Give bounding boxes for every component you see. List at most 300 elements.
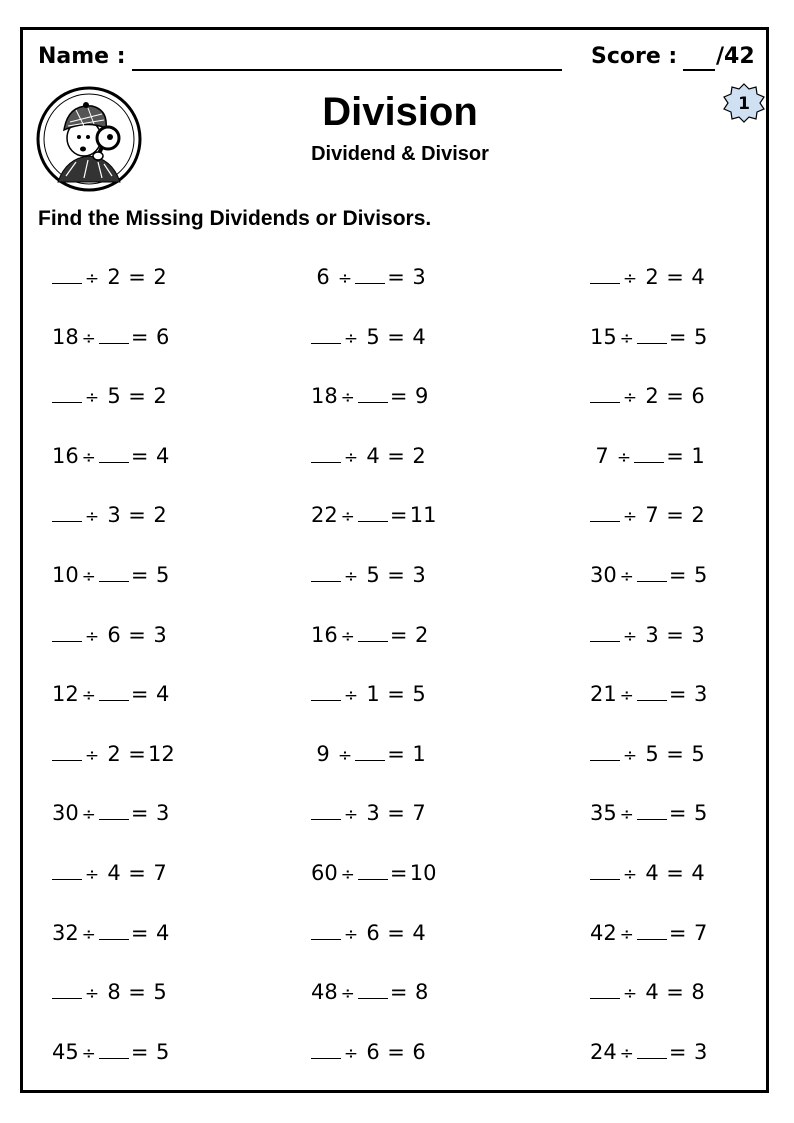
quotient: 8 [415, 980, 429, 1005]
divide-sign: ÷ [340, 388, 355, 409]
equals-sign: = [666, 741, 684, 766]
division-problem [311, 1038, 431, 1064]
divisor[interactable] [358, 501, 388, 527]
answer-blank[interactable] [590, 382, 620, 403]
name-field[interactable] [132, 69, 562, 71]
dividend[interactable] [52, 859, 82, 885]
equals-sign: = [387, 443, 405, 468]
answer-blank[interactable] [311, 442, 341, 463]
equals-sign: = [389, 503, 408, 528]
divisor[interactable] [355, 740, 385, 766]
score-field[interactable] [683, 69, 715, 71]
detective-boy-logo-icon [36, 86, 142, 192]
equals-sign: = [128, 622, 146, 647]
divide-sign: ÷ [343, 686, 359, 707]
divide-sign: ÷ [622, 864, 638, 885]
answer-blank[interactable] [637, 1038, 667, 1059]
problem-row [0, 1021, 794, 1081]
problem-row [0, 604, 794, 664]
equals-sign: = [128, 980, 146, 1005]
division-problem [311, 978, 434, 1004]
division-problem [52, 919, 175, 945]
divide-sign: ÷ [343, 805, 359, 826]
equals-sign: = [387, 741, 405, 766]
problem-grid [0, 246, 794, 1080]
divisor[interactable] [637, 1038, 667, 1064]
divisor[interactable] [99, 561, 129, 587]
quotient: 8 [691, 980, 705, 1005]
divisor[interactable] [637, 680, 667, 706]
score-label: Score : [591, 44, 678, 69]
dividend: 48 [311, 980, 338, 1005]
quotient: 5 [694, 324, 708, 349]
quotient: 4 [691, 265, 705, 289]
answer-blank[interactable] [637, 680, 667, 701]
equals-sign: = [128, 503, 146, 528]
division-problem [52, 1038, 175, 1064]
divide-sign: ÷ [81, 805, 96, 826]
divide-sign: ÷ [619, 328, 634, 349]
division-problem [52, 859, 172, 885]
equals-sign: = [128, 265, 146, 289]
dividend: 22 [311, 503, 338, 528]
equals-sign: = [130, 682, 149, 707]
divide-sign: ÷ [81, 566, 96, 587]
dividend[interactable] [52, 263, 82, 289]
divisor: 4 [366, 443, 380, 468]
division-problem [590, 919, 713, 945]
divisor: 5 [366, 562, 380, 587]
answer-blank[interactable] [52, 621, 82, 642]
divide-sign: ÷ [84, 984, 100, 1005]
dividend: 6 [316, 265, 330, 289]
quotient: 3 [153, 622, 167, 647]
dividend: 16 [52, 443, 79, 468]
dividend: 18 [52, 324, 79, 349]
equals-sign: = [130, 801, 149, 826]
dividend[interactable] [311, 680, 341, 706]
divisor: 4 [107, 860, 121, 885]
equals-sign: = [668, 324, 687, 349]
quotient: 9 [415, 384, 429, 409]
answer-blank[interactable] [52, 501, 82, 522]
quotient: 3 [691, 622, 705, 647]
divisor[interactable] [358, 859, 388, 885]
division-problem [590, 621, 710, 647]
quotient: 3 [694, 682, 708, 707]
quotient: 5 [156, 562, 170, 587]
answer-blank[interactable] [590, 978, 620, 999]
quotient: 10 [409, 860, 437, 885]
score-total: /42 [716, 44, 755, 69]
quotient: 3 [412, 265, 426, 289]
answer-blank[interactable] [52, 859, 82, 880]
dividend[interactable] [590, 978, 620, 1004]
divisor[interactable] [358, 621, 388, 647]
divide-sign: ÷ [81, 686, 96, 707]
division-problem [311, 859, 436, 885]
division-problem [590, 263, 710, 289]
dividend: 16 [311, 622, 338, 647]
quotient: 7 [694, 920, 708, 945]
quotient: 1 [412, 741, 426, 766]
divisor: 3 [645, 622, 659, 647]
divide-sign: ÷ [340, 864, 355, 885]
divisor[interactable] [99, 919, 129, 945]
divide-sign: ÷ [622, 388, 638, 409]
division-problem [311, 382, 434, 408]
division-problem [590, 501, 710, 527]
equals-sign: = [387, 682, 405, 707]
divide-sign: ÷ [343, 566, 359, 587]
answer-blank[interactable] [52, 382, 82, 403]
division-problem [52, 799, 175, 825]
divisor[interactable] [99, 799, 129, 825]
quotient: 4 [156, 920, 170, 945]
problem-row [0, 544, 794, 604]
divisor: 4 [645, 860, 659, 885]
division-problem [590, 799, 713, 825]
dividend: 10 [52, 562, 79, 587]
divide-sign: ÷ [622, 507, 638, 528]
divide-sign: ÷ [340, 507, 355, 528]
answer-blank[interactable] [637, 799, 667, 820]
equals-sign: = [668, 1039, 687, 1064]
divisor[interactable] [355, 263, 385, 289]
answer-blank[interactable] [311, 323, 341, 344]
dividend: 18 [311, 384, 338, 409]
equals-sign: = [387, 1039, 405, 1064]
division-problem [311, 740, 431, 766]
answer-blank[interactable] [358, 859, 388, 880]
divide-sign: ÷ [81, 328, 96, 349]
dividend[interactable] [590, 263, 620, 289]
quotient: 5 [694, 562, 708, 587]
equals-sign: = [130, 443, 149, 468]
division-problem [52, 621, 172, 647]
quotient: 5 [153, 980, 167, 1005]
divide-sign: ÷ [340, 626, 355, 647]
division-problem [590, 978, 710, 1004]
answer-blank[interactable] [99, 680, 129, 701]
divide-sign: ÷ [84, 507, 100, 528]
dividend[interactable] [311, 1038, 341, 1064]
divide-sign: ÷ [619, 924, 634, 945]
answer-blank[interactable] [99, 442, 129, 463]
dividend: 35 [590, 801, 617, 826]
answer-blank[interactable] [52, 263, 82, 284]
divide-sign: ÷ [619, 686, 634, 707]
dividend[interactable] [311, 799, 341, 825]
division-problem [311, 442, 431, 468]
equals-sign: = [666, 860, 684, 885]
answer-blank[interactable] [99, 799, 129, 820]
dividend[interactable] [311, 323, 341, 349]
answer-blank[interactable] [311, 561, 341, 582]
equals-sign: = [130, 920, 149, 945]
answer-blank[interactable] [311, 680, 341, 701]
quotient: 11 [409, 503, 437, 528]
answer-blank[interactable] [634, 442, 664, 463]
page-number: 1 [738, 94, 750, 114]
equals-sign: = [666, 503, 684, 528]
equals-sign: = [389, 384, 408, 409]
problem-row [0, 246, 794, 306]
divisor: 5 [107, 384, 121, 409]
name-label: Name : [38, 44, 126, 69]
divisor: 3 [366, 801, 380, 826]
dividend[interactable] [52, 501, 82, 527]
dividend[interactable] [52, 978, 82, 1004]
divisor: 2 [645, 384, 659, 409]
problem-row [0, 484, 794, 544]
dividend: 32 [52, 920, 79, 945]
divisor: 3 [107, 503, 121, 528]
dividend: 42 [590, 920, 617, 945]
answer-blank[interactable] [99, 919, 129, 940]
divide-sign: ÷ [81, 924, 96, 945]
equals-sign: = [387, 920, 405, 945]
equals-sign: = [666, 384, 684, 409]
answer-blank[interactable] [52, 978, 82, 999]
division-problem [311, 323, 431, 349]
divide-sign: ÷ [343, 447, 359, 468]
division-problem [590, 442, 710, 468]
equals-sign: = [387, 324, 405, 349]
divide-sign: ÷ [81, 1043, 96, 1064]
quotient: 7 [153, 860, 167, 885]
divisor[interactable] [634, 442, 664, 468]
divisor: 4 [645, 980, 659, 1005]
division-problem [311, 919, 431, 945]
divisor: 7 [645, 503, 659, 528]
divide-sign: ÷ [84, 388, 100, 409]
division-problem [590, 1038, 713, 1064]
quotient: 5 [694, 801, 708, 826]
problem-row [0, 902, 794, 962]
equals-sign: = [387, 801, 405, 826]
equals-sign: = [128, 384, 146, 409]
divisor: 6 [107, 622, 121, 647]
dividend[interactable] [590, 740, 620, 766]
dividend[interactable] [52, 740, 82, 766]
divide-sign: ÷ [84, 269, 100, 289]
quotient: 2 [153, 384, 167, 409]
divisor: 1 [366, 682, 380, 707]
equals-sign: = [666, 622, 684, 647]
equals-sign: = [389, 980, 408, 1005]
quotient: 7 [412, 801, 426, 826]
equals-sign: = [666, 265, 684, 289]
dividend: 30 [590, 562, 617, 587]
equals-sign: = [668, 801, 687, 826]
division-problem [590, 323, 713, 349]
division-problem [311, 263, 431, 289]
dividend[interactable] [311, 919, 341, 945]
quotient: 12 [148, 741, 175, 766]
quotient: 3 [412, 562, 426, 587]
quotient: 2 [412, 443, 426, 468]
division-problem [311, 501, 436, 527]
problem-row [0, 425, 794, 485]
answer-blank[interactable] [311, 1038, 341, 1059]
answer-blank[interactable] [590, 740, 620, 761]
dividend: 12 [52, 682, 79, 707]
answer-blank[interactable] [358, 501, 388, 522]
quotient: 1 [691, 443, 705, 468]
quotient: 4 [412, 324, 426, 349]
problem-row [0, 961, 794, 1021]
dividend[interactable] [311, 561, 341, 587]
answer-blank[interactable] [590, 501, 620, 522]
divide-sign: ÷ [340, 984, 355, 1005]
divisor: 2 [645, 265, 659, 289]
page-subtitle: Dividend & Divisor [311, 143, 489, 165]
dividend: 9 [316, 741, 330, 766]
quotient: 4 [156, 682, 170, 707]
divide-sign: ÷ [622, 984, 638, 1005]
answer-blank[interactable] [590, 263, 620, 284]
problem-row [0, 663, 794, 723]
answer-blank[interactable] [358, 978, 388, 999]
divisor[interactable] [637, 799, 667, 825]
quotient: 5 [691, 741, 705, 766]
division-problem [311, 680, 431, 706]
divisor: 5 [645, 741, 659, 766]
answer-blank[interactable] [637, 919, 667, 940]
dividend[interactable] [52, 621, 82, 647]
dividend: 21 [590, 682, 617, 707]
divide-sign: ÷ [619, 566, 634, 587]
divide-sign: ÷ [343, 1043, 359, 1064]
quotient: 6 [691, 384, 705, 409]
divisor: 8 [107, 980, 121, 1005]
quotient: 4 [412, 920, 426, 945]
divide-sign: ÷ [84, 745, 100, 766]
divide-sign: ÷ [84, 864, 100, 885]
division-problem [590, 740, 710, 766]
equals-sign: = [130, 324, 149, 349]
answer-blank[interactable] [637, 323, 667, 344]
divisor[interactable] [637, 561, 667, 587]
answer-blank[interactable] [358, 382, 388, 403]
divide-sign: ÷ [622, 745, 638, 766]
problem-row [0, 842, 794, 902]
dividend[interactable] [311, 442, 341, 468]
page-title: Division [322, 90, 478, 134]
divisor[interactable] [99, 680, 129, 706]
quotient: 5 [156, 1039, 170, 1064]
quotient: 2 [415, 622, 429, 647]
answer-blank[interactable] [358, 621, 388, 642]
answer-blank[interactable] [311, 799, 341, 820]
quotient: 6 [412, 1039, 426, 1064]
dividend[interactable] [590, 859, 620, 885]
dividend: 45 [52, 1039, 79, 1064]
division-problem [52, 740, 175, 766]
division-problem [52, 323, 175, 349]
division-problem [52, 442, 175, 468]
dividend[interactable] [590, 621, 620, 647]
answer-blank[interactable] [99, 323, 129, 344]
dividend[interactable] [590, 382, 620, 408]
division-problem [52, 501, 172, 527]
quotient: 2 [153, 503, 167, 528]
answer-blank[interactable] [52, 740, 82, 761]
division-problem [52, 561, 175, 587]
divide-sign: ÷ [622, 626, 638, 647]
dividend[interactable] [590, 501, 620, 527]
equals-sign: = [389, 860, 408, 885]
problem-row [0, 782, 794, 842]
divisor: 6 [366, 920, 380, 945]
division-problem [590, 859, 710, 885]
equals-sign: = [666, 443, 684, 468]
dividend: 7 [595, 443, 609, 468]
problem-row [0, 306, 794, 366]
divisor[interactable] [637, 919, 667, 945]
divisor: 6 [366, 1039, 380, 1064]
answer-blank[interactable] [355, 263, 385, 284]
division-problem [52, 978, 172, 1004]
equals-sign: = [387, 562, 405, 587]
divisor[interactable] [99, 442, 129, 468]
divide-sign: ÷ [622, 269, 638, 289]
answer-blank[interactable] [99, 1038, 129, 1059]
answer-blank[interactable] [637, 561, 667, 582]
answer-blank[interactable] [590, 859, 620, 880]
equals-sign: = [668, 682, 687, 707]
dividend: 60 [311, 860, 338, 885]
dividend: 24 [590, 1039, 617, 1064]
division-problem [311, 561, 431, 587]
page-number-badge [722, 83, 766, 123]
answer-blank[interactable] [590, 621, 620, 642]
divisor[interactable] [99, 323, 129, 349]
equals-sign: = [668, 562, 687, 587]
quotient: 4 [156, 443, 170, 468]
division-problem [590, 561, 713, 587]
division-problem [590, 382, 710, 408]
divide-sign: ÷ [337, 269, 353, 289]
equals-sign: = [387, 265, 405, 289]
quotient: 5 [412, 682, 426, 707]
answer-blank[interactable] [311, 919, 341, 940]
division-problem [311, 621, 434, 647]
equals-sign: = [666, 980, 684, 1005]
divide-sign: ÷ [619, 1043, 634, 1064]
divisor[interactable] [358, 382, 388, 408]
problem-row [0, 365, 794, 425]
divide-sign: ÷ [84, 626, 100, 647]
quotient: 3 [156, 801, 170, 826]
quotient: 2 [153, 265, 167, 289]
equals-sign: = [389, 622, 408, 647]
division-problem [311, 799, 431, 825]
answer-blank[interactable] [99, 561, 129, 582]
answer-blank[interactable] [355, 740, 385, 761]
equals-sign: = [130, 1039, 149, 1064]
divisor[interactable] [99, 1038, 129, 1064]
division-problem [52, 263, 172, 289]
dividend[interactable] [52, 382, 82, 408]
divide-sign: ÷ [337, 745, 353, 766]
divisor[interactable] [358, 978, 388, 1004]
divisor[interactable] [637, 323, 667, 349]
division-problem [52, 680, 175, 706]
division-problem [52, 382, 172, 408]
quotient: 6 [156, 324, 170, 349]
